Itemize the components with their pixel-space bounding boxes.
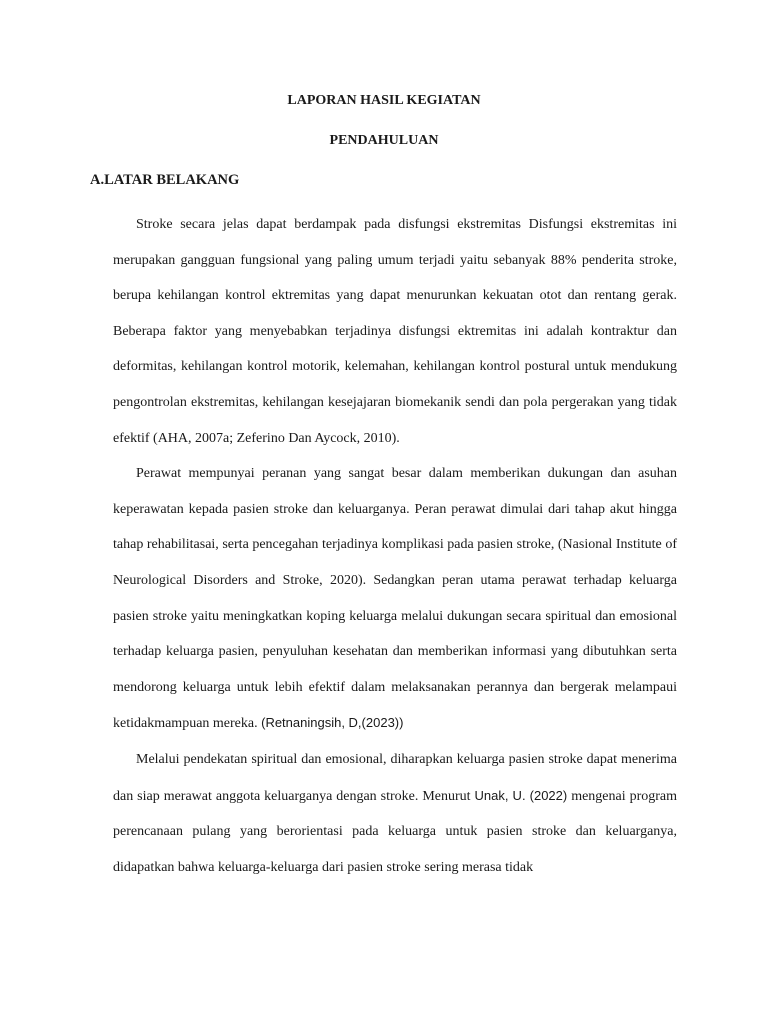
document-subtitle: PENDAHULUAN — [329, 133, 439, 148]
paragraph-1-text: Stroke secara jelas dapat berdampak pada disfungsi ekstremitas Disfungsi ekstremitas ini merupakan gangguan fungsional yang paling umum terjadi yaitu sebanyak 88% penderita stroke, berupa kehilangan kontrol ektremitas yang dapat menurunkan kekuatan otot dan rentang gerak. Beberapa faktor yang menyebabkan terjadinya disfungsi ektremitas ini adalah kontraktur dan deformitas, kehilangan kontrol motorik, kelemahan, kehilangan kontrol postural untuk mendukung pengontrolan ekstremitas, kehilangan kesejajaran biomekanik sendi dan pola pergerakan yang tidak efektif (AHA, 2007a; Zeferino Dan Aycock, 2010). — [113, 217, 677, 446]
paragraph-2 — [113, 456, 677, 742]
paragraph-2-text: Perawat mempunyai peranan yang sangat besar dalam memberikan dukungan dan asuhan keperawatan kepada pasien stroke dan keluarganya. Peran perawat dimulai dari tahap akut hingga tahap rehabilitasai, serta pencegahan terjadinya komplikasi pada pasien stroke, (Nasional Institute of Neurological Disorders and Stroke, 2020). Sedangkan peran utama perawat terhadap keluarga pasien stroke yaitu meningkatkan koping keluarga melalui dukungan secara spiritual dan emosional terhadap keluarga pasien, penyuluhan kesehatan dan memberikan informasi yang dibutuhkan serta mendorong keluarga untuk lebih efektif dalam melaksanakan perannya dan bergerak melampaui ketidakmampuan mereka. — [113, 466, 677, 732]
document-title: LAPORAN HASIL KEGIATAN — [287, 93, 481, 108]
paragraph-3-text-after: mengenai program perencanaan pulang yang berorientasi pada keluarga untuk pasien stroke dan keluarganya, didapatkan bahwa keluarga-keluarga dari pasien stroke sering merasa tidak — [113, 788, 678, 875]
section-heading: A.LATAR BELAKANG — [90, 172, 240, 188]
paragraph-3-text-before: Melalui pendekatan spiritual dan emosional, diharapkan keluarga pasien stroke dapat menerima dan siap merawat anggota keluarganya dengan stroke. Menurut — [113, 751, 677, 804]
paragraph-2-citation: (Retnaningsih, D,(2023)) — [261, 715, 404, 731]
paragraph-1 — [113, 207, 677, 456]
body-text — [113, 207, 677, 885]
paragraph-3-citation: Unak, U. (2022) — [474, 787, 568, 803]
paragraph-3 — [113, 742, 677, 885]
